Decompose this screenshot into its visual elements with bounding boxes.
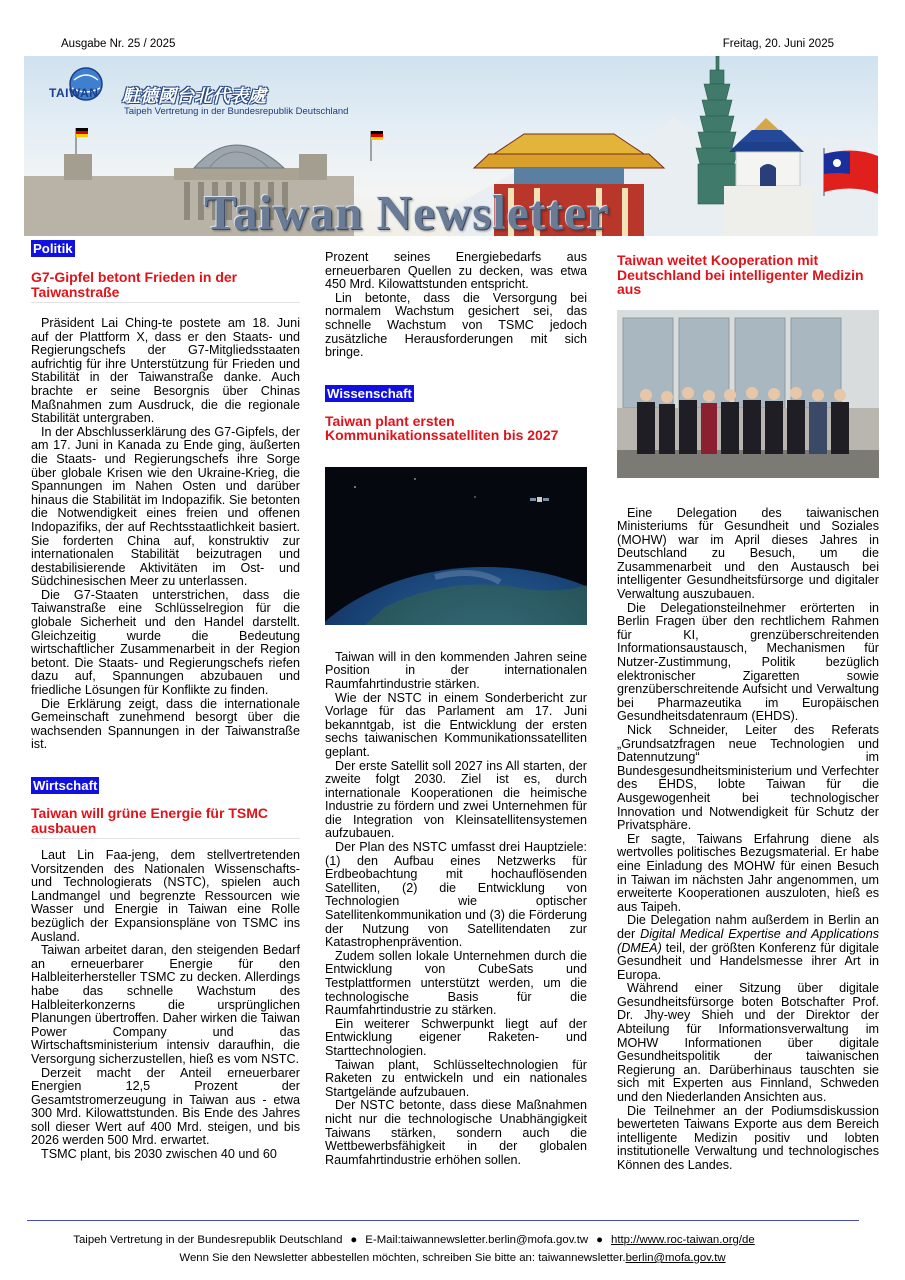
office-chinese-name: 駐德國台北代表處 <box>122 86 266 107</box>
logo-taiwan-word: TAIWAN <box>49 86 99 100</box>
article-paragraph: Prozent seines Energiebedarfs aus erneuerbaren Quellen zu decken, was etwa 450 Mrd. Kilowattstunden entspricht. <box>325 250 587 292</box>
article-paragraph: Wie der NSTC in einem Sonderbericht zur Vorlage für das Parlament am 17. Juni bekanntgab, ist die Entwicklung der ersten sechs taiwanischen Kommunikationssatelliten geplant. <box>325 690 587 759</box>
unsubscribe-text: Wenn Sie den Newsletter abbestellen möchten, schreiben Sie bitte an: taiwannewsletter. <box>179 1252 626 1264</box>
headline-tsmc-energy: Taiwan will grüne Energie für TSMC ausbauen <box>31 805 268 836</box>
article-paragraph: Taiwan will in den kommenden Jahren seine Position in der internationalen Raumfahrtindustrie stärken. <box>325 649 587 691</box>
article-paragraph: Der erste Satellit soll 2027 ins All starten, der zweite folgt 2030. Ziel ist es, durch internationale Kooperationen die heimische Industrie zu fördern und zwei Unternehmen für die Integration von Kleinsatellitensystemen aufzubauen. <box>325 758 587 841</box>
column-middle <box>325 251 587 1167</box>
dmea-name: Digital Medical Expertise and Applications (DMEA) <box>617 926 879 955</box>
issue-number: Ausgabe Nr. 25 / 2025 <box>61 38 176 50</box>
article-paragraph: TSMC plant, bis 2030 zwischen 40 und 60 <box>41 1147 277 1162</box>
website-link[interactable]: http://www.roc-taiwan.org/de <box>611 1234 755 1246</box>
article-paragraph: Taiwan arbeitet daran, den steigenden Bedarf an erneuerbarer Energie für den Halbleiterhersteller TSMC zu decken. Allerdings habe das schnelle Wachstum des Halbleiterkonzerns die ursprünglichen Planungen übertroffen. Daher wirken die Taiwan Power Company und das Wirtschaftsministerium intensiv daraufhin, die Versorgung sicherzustellen, hieß es vom NSTC. <box>31 943 300 1066</box>
article-paragraph: Die Erklärung zeigt, dass die internationale Gemeinschaft zunehmend besorgt über die wachsenden Spannungen in der Taiwanstraße ist. <box>31 696 300 752</box>
earth-satellite-photo <box>325 467 587 625</box>
headline-smart-medicine: Taiwan weitet Kooperation mit Deutschland bei intelligenter Medizin aus <box>617 252 864 297</box>
masthead-banner <box>24 56 878 236</box>
footer-contact-line <box>0 1234 828 1246</box>
article-paragraph: Während einer Sitzung über digitale Gesundheitsfürsorge boten Botschafter Prof. Dr. Jhy-wey Shieh und der Direktor der Abteilung für Informationsverwaltung im MOHW Informationen über digitale Gesundheitspolitik der taiwanischen Regierung an. Darüberhinaus tauschten sie sich mit Experten aus Finnland, Schweden und den Niederlanden Ansichten aus. <box>617 981 879 1105</box>
article-paragraph: Die Teilnehmer an der Podiumsdiskussion bewerteten Taiwans Exporte aus dem Bereich intelligente Medizin positiv und lobten institutionelle Verwaltung und technologisches Können des Landes. <box>617 1103 879 1172</box>
unsubscribe-email-link[interactable]: berlin@mofa.gov.tw <box>625 1252 726 1264</box>
footer-divider <box>27 1220 859 1221</box>
headline-satellite: Taiwan plant ersten Kommunikationssatelliten bis 2027 <box>325 412 559 444</box>
section-label-politik: Politik <box>33 241 73 256</box>
article-paragraph: Zudem sollen lokale Unternehmen durch die Entwicklung von CubeSats und Testplattformen unterstützt werden, um die technologische Basis für die Raumfahrtindustrie zu stärken. <box>325 948 587 1018</box>
article-paragraph: Ein weiterer Schwerpunkt liegt auf der Entwicklung eigener Raketen- und Starttechnologien. <box>325 1016 587 1058</box>
article-paragraph: Eine Delegation des taiwanischen Ministeriums für Gesundheit und Soziales (MOHW) war im April dieses Jahres in Deutschland zu Besuch, um die Zusammenarbeit und den Austausch bei intelligenter Gesundheitsfürsorge und digitaler Verwaltung auszubauen. <box>617 505 879 602</box>
headline-g7: G7-Gipfel betont Frieden in der Taiwanstraße <box>31 269 238 300</box>
article-paragraph: Laut Lin Faa-jeng, dem stellvertretenden Vorsitzenden des Nationalen Wissenschafts- und Technologierats (NSTC), spielen auch Landmangel und begrenzte Ressourcen wie Wasser und Energie in Taiwan eine Rolle bezüglich der Expansionspläne von TSMC ins Ausland. <box>31 848 300 944</box>
article-paragraph: Präsident Lai Ching-te postete am 18. Juni auf der Plattform X, dass er den Staats- und Regierungschefs der G7-Mitgliedsstaaten aufrichtig für ihre Unterstützung für Frieden und Stabilität in der Taiwanstraße danke. Auch brachte er seine Besorgnis über Chinas Maßnahmen zum Ausdruck, die die regionale Stabilität untergraben. <box>31 316 300 426</box>
article-paragraph: Taiwan plant, Schlüsseltechnologien für Raketen zu entwickeln und ein nationales Startgelände aufzubauen. <box>325 1057 587 1099</box>
bullet-icon: ● <box>350 1234 358 1246</box>
article-paragraph: In der Abschlusserklärung des G7-Gipfels, der am 17. Juni in Kanada zu Ende ging, äußerten die Staats- und Regierungschefs ihre Sorge über globale Krisen wie den Ukraine-Krieg, die Spannungen im Nahen Osten und darüber hinaus die Stabilität im Indopazifik. Sie betonten die Notwendigkeit eines freien und offenen Indopazifiks, der auf Rechtsstaatlichkeit basiert. Sie forderten China auf, konstruktiv zur internationalen Stabilität beizutragen und destabilisierende Aktivitäten im Ost- und Südchinesischen Meer zu unterlassen. <box>31 424 300 589</box>
issue-date: Freitag, 20. Juni 2025 <box>722 38 834 50</box>
column-left <box>31 240 300 1162</box>
memorial-hall-illustration <box>724 118 814 236</box>
section-label-wissenschaft: Wissenschaft <box>327 385 412 401</box>
newsletter-title: Taiwan Newsletter <box>204 185 610 236</box>
article-paragraph: Lin betonte, dass die Versorgung bei normalem Wachstum gesichert sei, das schnelle Wachstum von TSMC jedoch zusätzliche Herausforderungen mit sich bringe. <box>325 290 587 360</box>
article-paragraph: Nick Schneider, Leiter des Referats „Grundsatzfragen neue Technologien und Datennutzung“ im Bundesgesundheitsministerium und Verfechter des EHDS, lobte Taiwan für die Ausgewogenheit bei technologischer Innovation und Notwendigkeit für Schutz der Privatsphäre. <box>617 723 879 833</box>
article-paragraph: Derzeit macht der Anteil erneuerbarer Energien 12,5 Prozent der Gesamtstromerzeugung in Taiwan aus - etwa 300 Mrd. Kilowattstunden. Bis Ende des Jahres soll dieser Wert auf 400 Mrd. steigen, und bis 2026 werden 500 Mrd. erwartet. <box>31 1065 300 1148</box>
article-paragraph: Die G7-Staaten unterstrichen, dass die Taiwanstraße eine Schlüsselregion für die globale Sicherheit und den Handel darstellt. Gleichzeitig wurde die Bedeutung wirtschaftlicher Zusammenarbeit in der Region betont. Die Staats- und Regierungschefs riefen dazu auf, Spannungen abzubauen und friedliche Lösungen für Konflikte zu finden. <box>31 587 300 698</box>
article-paragraph: Der Plan des NSTC umfasst drei Hauptziele: (1) den Aufbau eines Netzwerks für Erdbeobachtung mit hochauflösenden Satelliten, (2) die Entwicklung von Technologien wie optischer Satellitenkommunikation und (3) die Förderung der Nutzung von Satellitendaten zur Katastrophenprävention. <box>325 840 587 950</box>
footer-email: E-Mail:taiwannewsletter.berlin@mofa.gov.tw <box>365 1234 589 1246</box>
bullet-icon: ● <box>596 1234 603 1246</box>
office-subtitle: Taipeh Vertretung in der Bundesrepublik Deutschland <box>124 106 349 117</box>
article-paragraph: Die Delegation nahm außerdem in Berlin an der Digital Medical Expertise and Applications (DMEA) teil, der größten Konferenz für digitale Gesundheit und Handelsmesse ihrer Art in Europa. <box>617 913 879 982</box>
article-paragraph: Die Delegationsteilnehmer erörterten in Berlin Fragen über den rechtlichem Rahmen für KI, grenzüberschreitenden Informationsaustausch, Mechanismen für Nutzer-Zustimmung, Politik bezüglich elektronischer Zigaretten sowie grenzüberschreitende Aufsicht und Verwaltung bei Pharmazeutika im Europäischen Gesundheitsdatenraum (EHDS). <box>617 600 879 724</box>
taipei-101-illustration <box>696 56 738 204</box>
article-paragraph: Der NSTC betonte, dass diese Maßnahmen nicht nur die technologische Unabhängigkeit Taiwans stärken, sondern auch die Wettbewerbsfähigkeit in der globalen Raumfahrtindustrie erhöhen sollen. <box>325 1098 587 1167</box>
section-label-wirtschaft: Wirtschaft <box>33 778 98 793</box>
article-paragraph: Er sagte, Taiwans Erfahrung diene als wertvolles politisches Bezugsmaterial. Er habe eine Einladung des MOHW für einen Besuch in Taiwan im nächsten Jahr angenommen, um erweiterte Kooperationen auszuloten, hieß es aus Taipeh. <box>617 831 879 914</box>
delegation-group-photo <box>617 310 879 478</box>
footer-unsubscribe-line <box>0 1252 905 1264</box>
footer-org: Taipeh Vertretung in der Bundesrepublik Deutschland <box>73 1234 343 1246</box>
satellite-icon <box>530 497 549 502</box>
